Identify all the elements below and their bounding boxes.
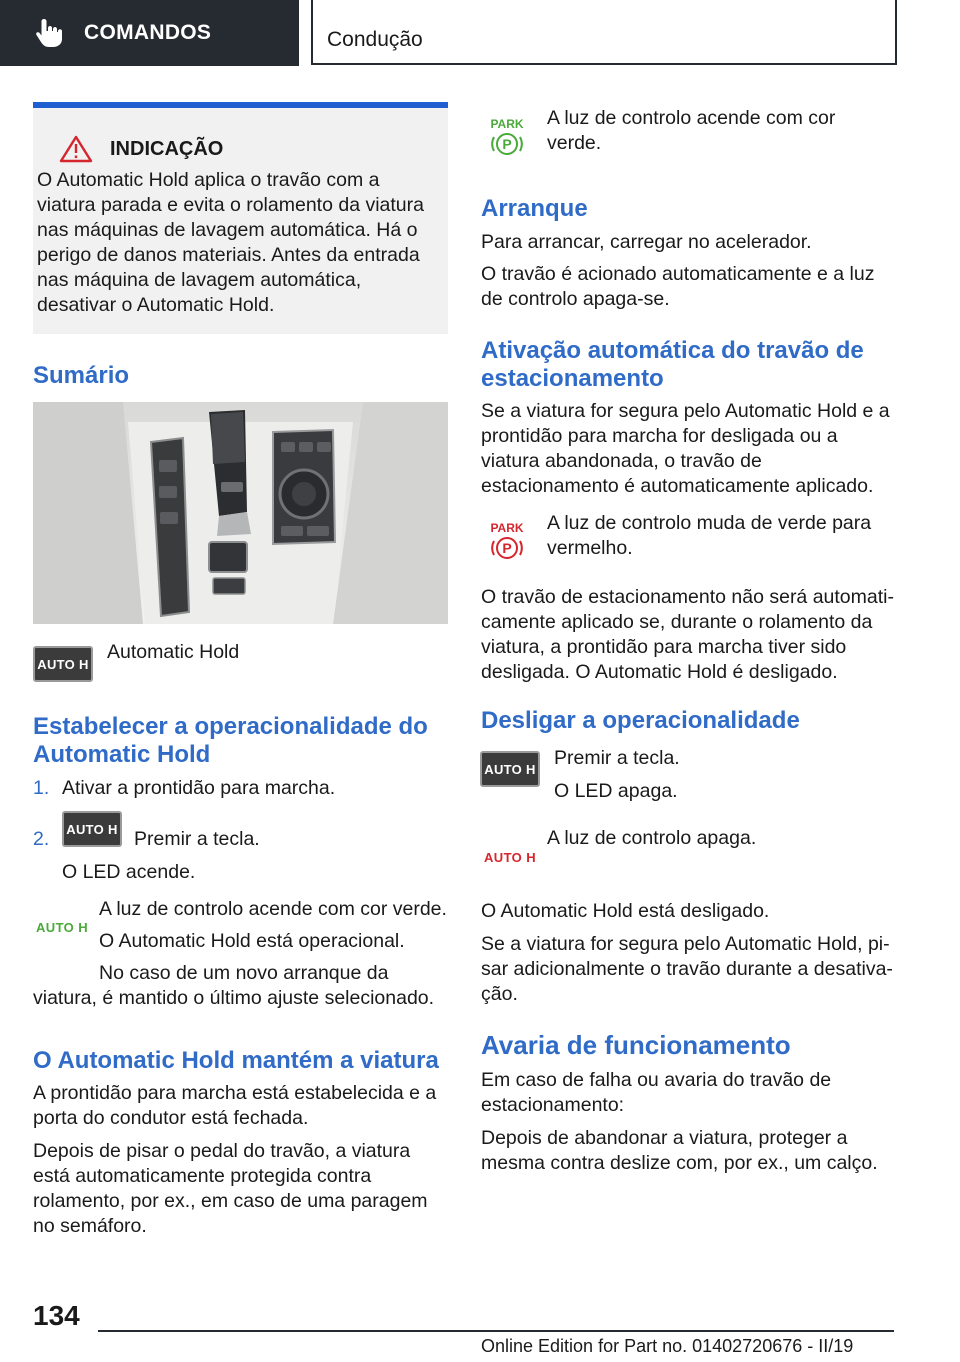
fault-text-1: Em caso de falha ou avaria do travão de estacionamento: xyxy=(481,1069,832,1116)
auto-park-text-2: O travão de estacionamento não será automaticamente aplicado se, durante o rolamento da viatura, a prontidão para marcha tiver sido desligada. O Automatic Hold é desligado. xyxy=(481,586,894,683)
off-text-2: Se a viatura for segura pelo Automatic Hold, pisar adicionalmente o travão durante a desativação. xyxy=(481,933,893,1005)
step-1-text: Ativar a prontidão para marcha. xyxy=(62,777,336,799)
keeps-heading: O Automatic Hold mantém a viatura xyxy=(33,1047,439,1074)
step-2-text: Premir a tecla. xyxy=(134,828,260,850)
console-image-icon xyxy=(33,402,448,624)
establish-heading: Estabelecer a operacionalidade do Automatic Hold xyxy=(33,713,428,768)
section-title: Condução xyxy=(327,28,423,51)
page-number: 134 xyxy=(33,1300,80,1331)
off-heading: Desligar a operacionalidade xyxy=(481,707,800,734)
start-text-1: Para arrancar, carregar no acelerador. xyxy=(481,231,812,253)
auto-hold-button-icon: AUTO H xyxy=(33,646,93,682)
footer-rule xyxy=(98,1330,894,1332)
step-1-number: 1. xyxy=(33,777,50,799)
off-press-text: Premir a tecla. xyxy=(554,747,680,769)
section-tab xyxy=(311,0,897,65)
warning-text: O Automatic Hold aplica o travão com a viatura parada e evita o rolamento da viatura nas máquinas de lavagem automática. Há o perigo de danos materiais. Antes da entrada nas máquina de lavagem automática, desativar o Automatic Hold. xyxy=(37,169,424,316)
park-label-green: PARK xyxy=(490,117,524,131)
keeps-text-1: A prontidão para marcha está estabelecida e a porta do condutor está fechada. xyxy=(33,1082,437,1129)
park-indicator-red-icon xyxy=(487,520,527,562)
auto-hold-indicator-green-icon: AUTO H xyxy=(36,920,88,935)
start-text-2: O travão é acionado automaticamente e a luz de controlo apaga-se. xyxy=(481,263,875,310)
led-on-text: O LED acende. xyxy=(62,861,196,883)
fault-heading: Avaria de funcionamento xyxy=(481,1030,791,1060)
indicator-green-text: A luz de controlo acende com cor verde. xyxy=(99,898,447,920)
summary-heading: Sumário xyxy=(33,362,130,389)
auto-park-heading: Ativação automática do travão de estacionamento xyxy=(481,337,864,392)
auto-hold-button-icon-step2: AUTO H xyxy=(62,811,122,847)
operational-text: O Automatic Hold está operacional. xyxy=(99,930,405,952)
restart-note-text: No caso de um novo arranque da viatura, é mantido o último ajuste selecionado. xyxy=(33,962,435,1009)
warning-title: INDICAÇÃO xyxy=(110,137,224,160)
park-letter-red: P xyxy=(502,540,512,556)
auto-hold-indicator-red-icon: AUTO H xyxy=(484,850,536,865)
park-indicator-green-icon xyxy=(487,116,527,158)
start-heading: Arranque xyxy=(481,195,588,222)
park-label-red: PARK xyxy=(490,521,524,535)
auto-hold-caption: Automatic Hold xyxy=(107,641,240,663)
chapter-tab xyxy=(0,0,299,66)
auto-park-text-1: Se a viatura for segura pelo Automatic Hold e a prontidão para marcha for desligada ou a viatura abandonada, o travão de estacionamento é automaticamente aplicado. xyxy=(481,400,890,497)
park-green-text: A luz de controlo acende com cor verde. xyxy=(547,107,836,154)
warning-box xyxy=(33,102,448,334)
keeps-text-2: Depois de pisar o pedal do travão, a viatura está automaticamente protegida contra rolamento, por ex., em caso de uma paragem no semáforo. xyxy=(33,1140,428,1237)
park-letter-green: P xyxy=(502,136,512,152)
auto-hold-button-icon-off: AUTO H xyxy=(480,751,540,787)
chapter-title: COMANDOS xyxy=(84,21,212,44)
park-red-text: A luz de controlo muda de verde para vermelho. xyxy=(547,512,872,559)
hand-pointer-icon xyxy=(32,16,66,50)
edition-text: Online Edition for Part no. 01402720676 - II/19 xyxy=(481,1336,854,1356)
off-indicator-text: A luz de controlo apaga. xyxy=(547,827,757,849)
fault-text-2: Depois de abandonar a viatura, proteger a mesma contra deslize com, por ex., um calço. xyxy=(481,1127,878,1174)
off-text-1: O Automatic Hold está desligado. xyxy=(481,900,770,922)
step-2-number: 2. xyxy=(33,828,50,850)
center-console-photo xyxy=(33,402,448,624)
off-led-text: O LED apaga. xyxy=(554,780,678,802)
warning-triangle-icon xyxy=(58,134,94,164)
